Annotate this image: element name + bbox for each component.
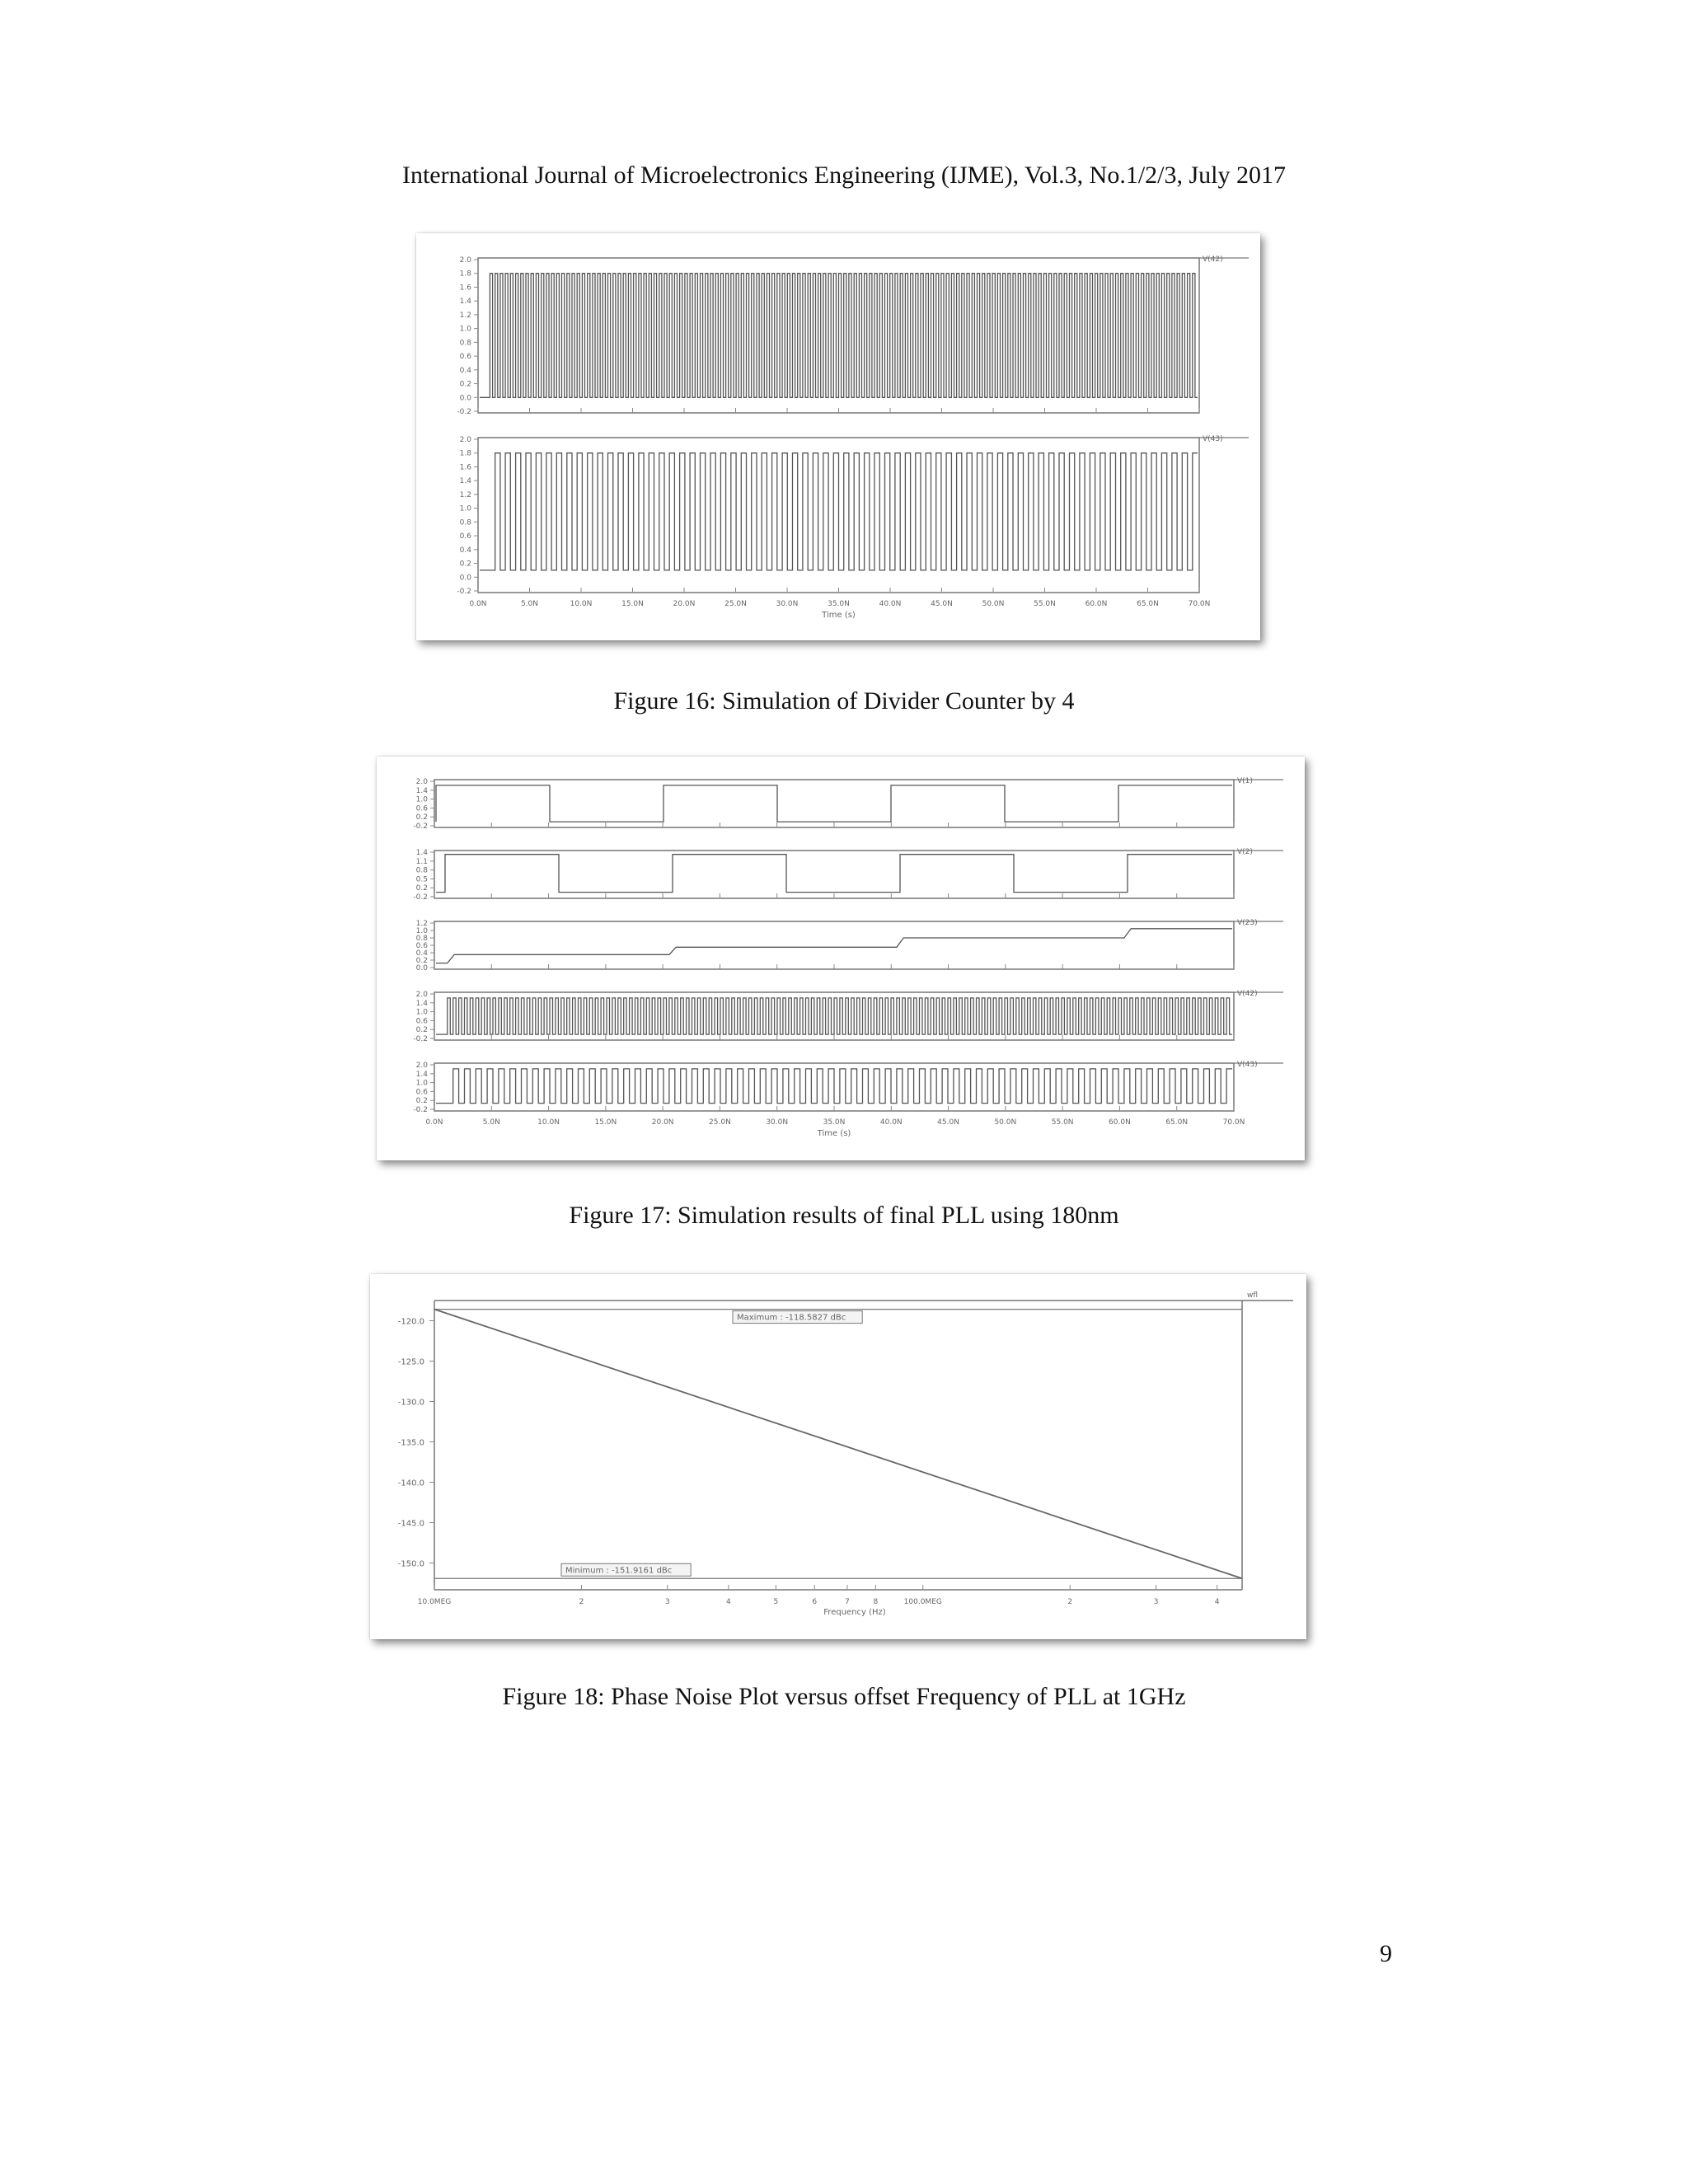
y-tick-label: 2.0 xyxy=(459,436,471,444)
panel-frame xyxy=(434,851,1234,898)
legend-label: V(42) xyxy=(1203,255,1223,264)
x-tick-label: 8 xyxy=(873,1598,879,1606)
y-tick-label: 0.2 xyxy=(415,957,428,965)
x-axis-label: Frequency (Hz) xyxy=(823,1608,886,1617)
y-tick-label: 1.4 xyxy=(415,1070,428,1079)
x-tick-label: 50.0N xyxy=(994,1118,1017,1127)
y-tick-label: -0.2 xyxy=(457,408,471,416)
legend-label: V(2) xyxy=(1237,848,1253,856)
legend-label: V(42) xyxy=(1237,990,1258,998)
x-tick-label: 55.0N xyxy=(1051,1118,1074,1127)
x-tick-label: 70.0N xyxy=(1222,1118,1245,1127)
legend-label: V(1) xyxy=(1237,777,1253,785)
figure-17-plot xyxy=(377,757,1305,1160)
x-tick-label: 30.0N xyxy=(766,1118,789,1127)
y-tick-label: 1.4 xyxy=(459,477,471,486)
y-tick-label: 1.0 xyxy=(415,927,428,935)
y-tick-label: 0.8 xyxy=(415,866,428,875)
x-tick-label: 50.0N xyxy=(982,600,1005,608)
x-axis-label: Time (s) xyxy=(817,1129,851,1138)
y-tick-label: -0.2 xyxy=(413,1035,428,1043)
figure-17-caption: Figure 17: Simulation results of final PLL using 180nm xyxy=(569,1202,1119,1229)
series-wfl xyxy=(434,1310,1242,1579)
y-tick-label: -150.0 xyxy=(397,1559,424,1569)
y-tick-label: 1.6 xyxy=(459,463,471,472)
x-tick-label: 45.0N xyxy=(931,600,953,608)
x-tick-label: 20.0N xyxy=(673,600,696,608)
x-tick-label: 30.0N xyxy=(776,600,799,608)
x-tick-label: 4 xyxy=(1214,1598,1220,1606)
figure-18-caption: Figure 18: Phase Noise Plot versus offset Frequency of PLL at 1GHz xyxy=(502,1683,1186,1710)
y-tick-label: -125.0 xyxy=(397,1357,424,1367)
y-tick-label: -0.2 xyxy=(413,823,428,831)
x-tick-label: 5 xyxy=(773,1598,779,1606)
x-tick-label: 100.0MEG xyxy=(903,1598,942,1606)
figure-16-plot xyxy=(416,233,1260,640)
y-tick-label: 0.0 xyxy=(415,964,428,972)
y-tick-label: 1.0 xyxy=(459,325,471,334)
y-tick-label: 0.6 xyxy=(459,532,471,541)
y-tick-label: 1.4 xyxy=(415,786,428,795)
x-tick-label: 60.0N xyxy=(1085,600,1108,608)
x-tick-label: 0.0N xyxy=(469,600,487,608)
y-tick-label: 0.6 xyxy=(415,1088,428,1097)
x-tick-label: 10.0N xyxy=(537,1118,560,1127)
series-v2 xyxy=(436,855,1232,893)
y-tick-label: 1.4 xyxy=(459,298,471,307)
y-tick-label: 0.6 xyxy=(415,942,428,950)
x-tick-label: 7 xyxy=(845,1598,850,1606)
y-tick-label: 1.0 xyxy=(415,795,428,804)
series-v43 xyxy=(480,453,1198,570)
panel-v42 xyxy=(413,990,1283,1043)
x-tick-label: 35.0N xyxy=(823,1118,846,1127)
y-tick-label: 0.0 xyxy=(459,574,471,583)
x-tick-label: 3 xyxy=(664,1598,670,1606)
x-tick-label: 5.0N xyxy=(482,1118,500,1127)
panel-v42 xyxy=(457,255,1249,416)
x-tick-label: 25.0N xyxy=(724,600,747,608)
panel-v23 xyxy=(416,919,1283,972)
x-tick-label: 0.0N xyxy=(425,1118,443,1127)
x-tick-label: 25.0N xyxy=(709,1118,731,1127)
y-tick-label: 1.4 xyxy=(415,849,428,857)
panel-frame xyxy=(434,780,1234,827)
x-tick-label: 6 xyxy=(812,1598,818,1606)
panel-v2 xyxy=(413,848,1283,902)
y-tick-label: 1.0 xyxy=(415,1008,428,1017)
y-tick-label: 1.0 xyxy=(415,1079,428,1088)
y-tick-label: 0.2 xyxy=(415,1097,428,1106)
y-tick-label: 1.0 xyxy=(459,504,471,513)
y-tick-label: 1.2 xyxy=(459,490,471,499)
legend-label: V(23) xyxy=(1237,919,1258,927)
x-tick-label: 5.0N xyxy=(520,600,539,608)
y-tick-label: 0.0 xyxy=(459,394,471,403)
x-tick-label: 10.0MEG xyxy=(417,1598,452,1606)
y-tick-label: -120.0 xyxy=(397,1317,424,1327)
x-tick-label: 2 xyxy=(1067,1598,1073,1606)
legend-label: V(43) xyxy=(1203,435,1223,443)
y-tick-label: 0.2 xyxy=(415,813,428,823)
x-tick-label: 65.0N xyxy=(1165,1118,1189,1127)
y-tick-label: 2.0 xyxy=(415,778,428,786)
series-v23 xyxy=(436,929,1232,963)
panel-v43 xyxy=(413,1061,1283,1138)
y-tick-label: -130.0 xyxy=(397,1398,424,1408)
x-tick-label: 15.0N xyxy=(621,600,644,608)
minimum-annotation: Minimum : -151.9161 dBc xyxy=(565,1566,673,1576)
x-tick-label: 40.0N xyxy=(879,600,902,608)
panel-frame xyxy=(434,921,1234,969)
y-tick-label: 0.8 xyxy=(415,935,428,943)
y-tick-label: 0.4 xyxy=(415,949,428,958)
y-tick-label: 1.6 xyxy=(459,284,471,293)
x-tick-label: 70.0N xyxy=(1188,600,1211,608)
x-tick-label: 55.0N xyxy=(1034,600,1056,608)
x-tick-label: 60.0N xyxy=(1109,1118,1131,1127)
y-tick-label: 0.6 xyxy=(459,353,471,362)
y-tick-label: 0.2 xyxy=(415,1026,428,1035)
y-tick-label: 0.6 xyxy=(415,1017,428,1026)
y-tick-label: 0.8 xyxy=(459,518,471,527)
y-tick-label: 2.0 xyxy=(415,1062,428,1070)
maximum-annotation: Maximum : -118.5827 dBc xyxy=(737,1313,846,1323)
figure-17 xyxy=(377,757,1305,1160)
legend-label: wfl xyxy=(1247,1291,1259,1300)
y-tick-label: 0.8 xyxy=(459,339,471,348)
phase-noise-plot xyxy=(398,1291,1293,1617)
x-tick-label: 65.0N xyxy=(1137,600,1159,608)
x-tick-label: 3 xyxy=(1153,1598,1159,1606)
x-tick-label: 2 xyxy=(579,1598,584,1606)
x-tick-label: 10.0N xyxy=(570,600,593,608)
figure-16-caption: Figure 16: Simulation of Divider Counter by 4 xyxy=(613,687,1075,715)
series-v42 xyxy=(436,998,1232,1034)
y-tick-label: 0.4 xyxy=(459,546,471,555)
y-tick-label: 2.0 xyxy=(459,256,471,265)
y-tick-label: 1.2 xyxy=(415,920,428,928)
panel-v1 xyxy=(413,777,1283,831)
x-tick-label: 15.0N xyxy=(594,1118,617,1127)
x-tick-label: 4 xyxy=(726,1598,731,1606)
y-tick-label: 0.5 xyxy=(415,875,428,884)
x-tick-label: 35.0N xyxy=(828,600,850,608)
y-tick-label: 0.4 xyxy=(459,366,471,375)
y-tick-label: -135.0 xyxy=(397,1438,424,1448)
series-v42 xyxy=(480,274,1198,398)
y-tick-label: 0.2 xyxy=(459,560,471,569)
journal-header: International Journal of Microelectronics Engineering (IJME), Vol.3, No.1/2/3, July 2017 xyxy=(401,162,1287,189)
figure-18 xyxy=(370,1274,1306,1639)
y-tick-label: 0.6 xyxy=(415,804,428,813)
y-tick-label: -0.2 xyxy=(413,893,428,902)
x-tick-label: 20.0N xyxy=(651,1118,674,1127)
figure-18-plot xyxy=(370,1274,1306,1639)
y-tick-label: 1.8 xyxy=(459,269,471,279)
y-tick-label: -140.0 xyxy=(397,1479,424,1488)
series-v1 xyxy=(436,785,1232,822)
y-tick-label: -0.2 xyxy=(413,1106,428,1114)
y-tick-label: -145.0 xyxy=(397,1519,424,1529)
panel-v43 xyxy=(457,435,1249,620)
y-tick-label: 1.2 xyxy=(459,311,471,320)
legend-label: V(43) xyxy=(1237,1061,1258,1069)
y-tick-label: 1.4 xyxy=(415,999,428,1008)
figure-16 xyxy=(416,233,1260,640)
x-axis-label: Time (s) xyxy=(822,611,856,620)
y-tick-label: 1.1 xyxy=(415,857,428,866)
y-tick-label: 0.2 xyxy=(415,884,428,893)
y-tick-label: 1.8 xyxy=(459,449,471,458)
y-tick-label: 0.2 xyxy=(459,380,471,389)
x-tick-label: 40.0N xyxy=(879,1118,903,1127)
x-tick-label: 45.0N xyxy=(937,1118,959,1127)
page-number: 9 xyxy=(1380,1940,1392,1967)
y-tick-label: 2.0 xyxy=(415,991,428,999)
y-tick-label: -0.2 xyxy=(457,588,471,596)
series-v43 xyxy=(436,1069,1232,1104)
